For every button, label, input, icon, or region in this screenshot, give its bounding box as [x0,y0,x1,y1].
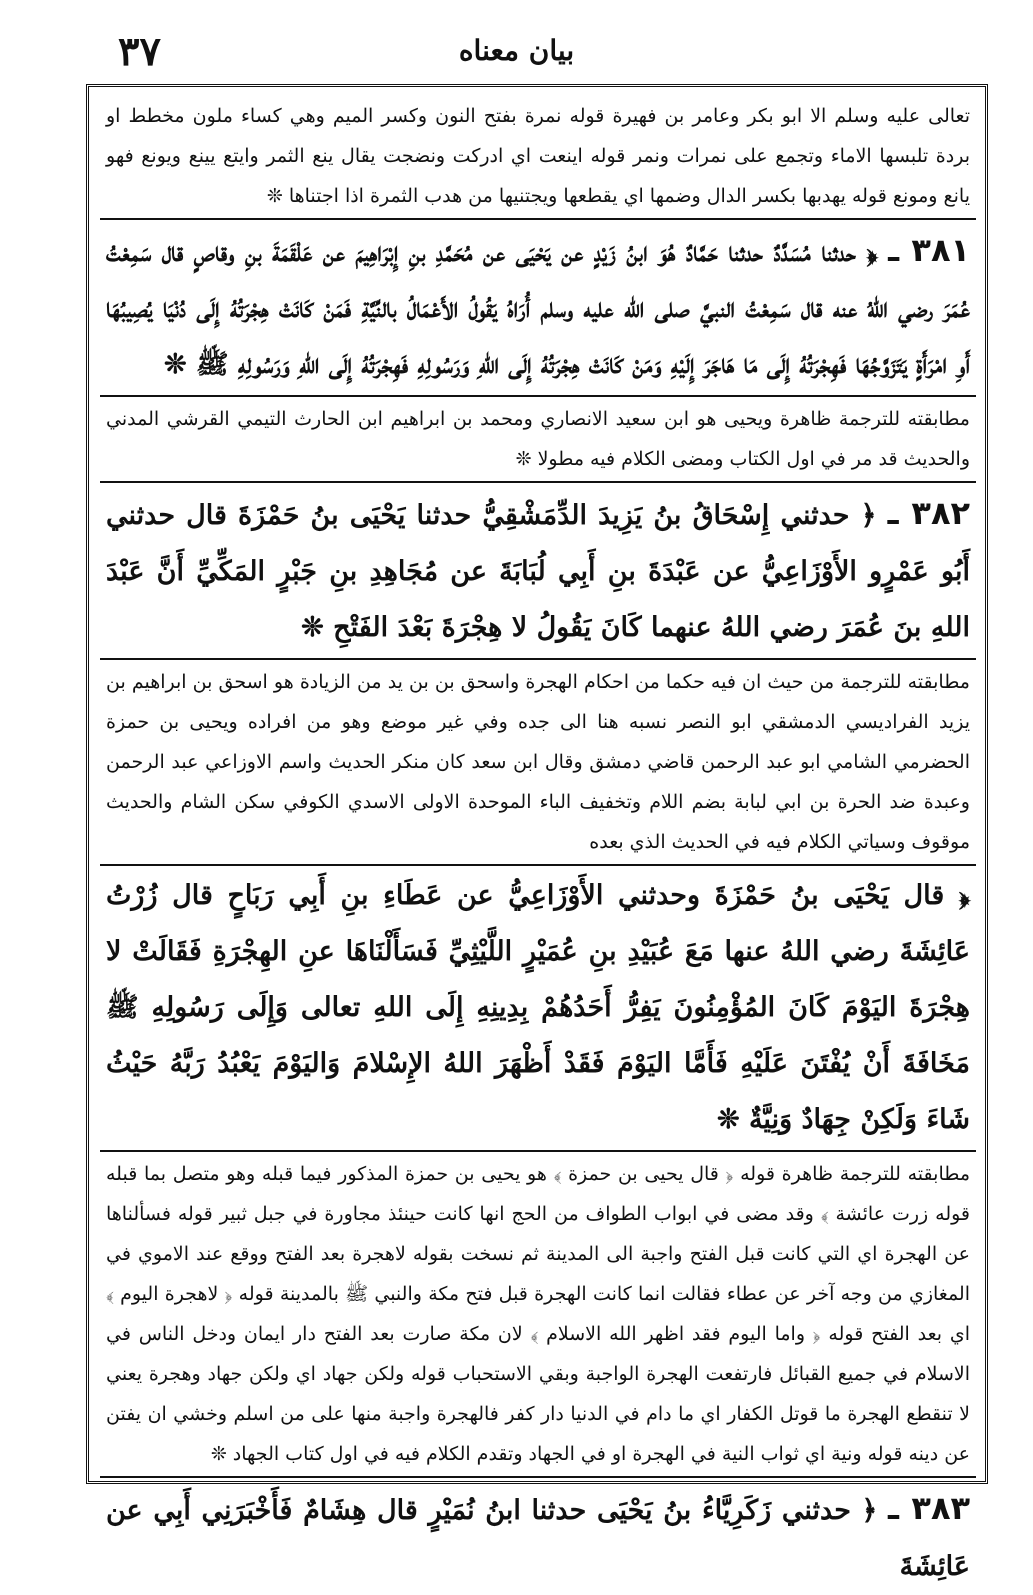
section-divider [100,395,976,397]
hadith-text: ٣٨٣ ـ ﴿ حدثني زَكَرِيَّاءُ بنُ يَحْيَى حدثنا ابنُ نُمَيْرٍ قال هِشَامٌ فَأَخْبَرَنِي أَبِي عن عَائِشَةَ [106,1489,970,1582]
commentary-paragraph: مطابقته للترجمة ظاهرة قوله ﴿ قال يحيى بن حمزة ﴾ هو يحيى بن حمزة المذكور فيما قبله وهو متصل بما قبله قوله زرت عائشة ﴾ وقد مضى في ابواب الطواف من الحج انها كانت حينئذ مجاورة في جبل ثبير قوله فسألناها عن الهجرة اي التي كانت قبل الفتح واجبة الى المدينة ثم نسخت بقوله لاهجرة بعد الفتح ووقع عند الاموي في المغازي من وجه آخر عن عطاء فقالت انما كانت الهجرة قبل فتح مكة والنبي ﷺ بالمدينة قوله ﴿ لاهجرة اليوم ﴾ اي بعد الفتح قوله ﴿ واما اليوم فقد اظهر الله الاسلام ﴾ لان مكة صارت بعد الفتح دار ايمان ودخل الناس في الاسلام في جميع القبائل فارتفعت الهجرة الواجبة وبقي الاستحباب قوله ولكن جهاد اي ولكن جهاد وهجرة يعني لا تنقطع الهجرة ما قوتل الكفار اي ما دام في الدنيا دار كفر فالهجرة واجبة منها على من اسلم وخشي ان يفتن عن دينه قوله ونية اي ثواب النية في الهجرة او في الجهاد وتقدم الكلام فيه في اول كتاب الجهاد ❊ [106,1163,971,1465]
section-divider [100,1150,976,1152]
commentary-paragraph: مطابقته للترجمة من حيث ان فيه حكما من احكام الهجرة واسحق بن بن يد من الزيادة هو اسحق بن ابراهيم بن يزيد الفراديسي الدمشقي ابو النصر نسبه هنا الى جده وفي غير موضع وهو من افراده ويحيى بن حمزة الحضرمي الشامي ابو عبد الرحمن قاضي دمشق وقال ابن سعد كان منكر الحديث واسم الاوزاعي عبد الرحمن وعبدة ضد الحرة بن ابي لبابة بضم اللام وتخفيف الباء الموحدة الاولى الاسدي الكوفي سكن الشام والحديث موقوف وسياتي الكلام فيه في الحديث الذي بعده [106,671,970,853]
section-divider [100,1476,976,1478]
section-divider [100,218,976,220]
section-divider [100,658,976,660]
hadith-text: ٣٨١ ـ ﴿ حدثنا مُسَدَّدٌ حدثنا حَمَّادٌ هُوَ ابنُ زَيْدٍ عن يَحْيَى عن مُحَمَّدِ بنِ إِبْرَاهِيمَ عن عَلْقَمَةَ بنِ وقاصٍ قال سَمِعْتُ عُمَرَ رضي اللهُ عنه قال سَمِعْتُ النبيَّ صلى الله عليه وسلم أُرَاهُ يَقُولُ الأَعْمَالُ بالنِّيَّةِ فَمَنْ كَانَتْ هِجْرَتُهُ إِلَى دُنْيَا يُصِيبُهَا أَوِ امْرَأَةٍ يَتَزَوَّجُهَا فَهِجْرَتُهُ إِلَى مَا هَاجَرَ إِلَيْهِ وَمَنْ كَانَتْ هِجْرَتُهُ إِلَى اللهِ وَرَسُولِهِ فَهِجْرَتُهُ إِلَى اللهِ وَرَسُولِهِ ﷺ ❊ [106,231,970,380]
page-body [100,96,976,1582]
hadith-text: ﴿ قال يَحْيَى بنُ حَمْزَةَ وحدثني الأَوْزَاعِيُّ عن عَطَاءِ بنِ أَبِي رَبَاحٍ قال زُرْتُ عَائِشَةَ رضي اللهُ عنها مَعَ عُبَيْدِ بنِ عُمَيْرٍ اللَّيْثِيِّ فَسَأَلْنَاهَا عنِ الهِجْرَةِ فَقَالَتْ لا هِجْرَةَ اليَوْمَ كَانَ المُؤْمِنُونَ يَفِرُّ أَحَدُهُمْ بِدِينِهِ إِلَى اللهِ تعالى وَإِلَى رَسُولِهِ ﷺ مَخَافَةَ أَنْ يُفْتَنَ عَلَيْهِ فَأَمَّا اليَوْمَ فَقَدْ أَظْهَرَ اللهُ الإِسْلامَ وَاليَوْمَ يَعْبُدُ رَبَّهُ حَيْثُ شَاءَ وَلَكِنْ جِهَادٌ وَنِيَّةٌ ❊ [106,880,970,1135]
hadith-number: ٣٨٣ ـ [888,1489,970,1527]
commentary-paragraph: مطابقته للترجمة ظاهرة ويحيى هو ابن سعيد الانصاري ومحمد بن ابراهيم ابن الحارث التيمي القرشي المدني والحديث قد مر في اول الكتاب ومضى الكلام فيه مطولا ❊ [106,408,970,470]
section-divider [100,481,976,483]
commentary-paragraph: تعالى عليه وسلم الا ابو بكر وعامر بن فهيرة قوله نمرة بفتح النون وكسر الميم وهي كساء ملون مخطط او بردة تلبسها الاماء وتجمع على نمرات ونمر قوله اينعت اي ادركت ونضجت يقال ينع الثمر وايتع يينع ويونع فهو يانع ومونع قوله يهدبها بكسر الدال وضمها اي يقطعها ويجتنيها من هدب الثمرة اذا اجتناها ❊ [106,105,970,207]
running-title: بيان معناه [458,34,575,67]
page-number: ٣٧ [118,28,161,75]
section-divider [100,864,976,866]
hadith-number: ٣٨١ ـ [888,231,970,269]
page-header [0,0,1033,80]
hadith-text: ٣٨٢ ـ ﴿ حدثني إِسْحَاقُ بنُ يَزِيدَ الدِّمَشْقِيُّ حدثنا يَحْيَى بنُ حَمْزَةَ قال حدثني أَبُو عَمْرٍو الأَوْزَاعِيُّ عن عَبْدَةَ بنِ أَبِي لُبَابَةَ عن مُجَاهِدِ بنِ جَبْرٍ المَكِّيِّ أَنَّ عَبْدَ اللهِ بنَ عُمَرَ رضي اللهُ عنهما كَانَ يَقُولُ لا هِجْرَةَ بَعْدَ الفَتْحِ ❊ [106,494,971,643]
hadith-number: ٣٨٢ ـ [887,494,971,532]
